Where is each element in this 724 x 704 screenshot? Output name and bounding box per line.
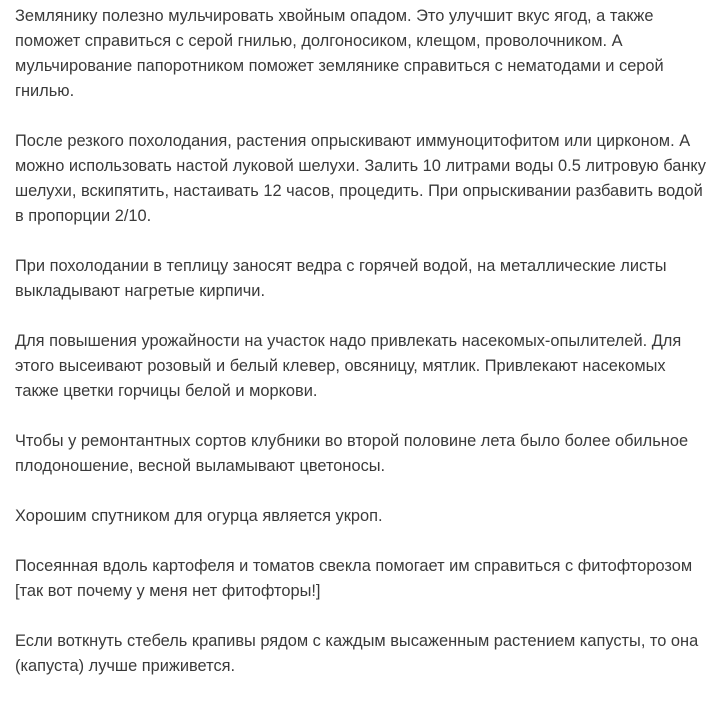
text-line: плодоношение, весной выламывают цветоносы.: [15, 457, 386, 475]
text-line: можно использовать настой луковой шелухи. Залить 10 литрами воды 0.5 литровую банку: [15, 157, 706, 175]
text-line: При похолодании в теплицу заносят ведра с горячей водой, на металлические листы: [15, 257, 667, 275]
text-line: Чтобы у ремонтантных сортов клубники во второй половине лета было более обильное: [15, 432, 689, 450]
paragraph-remontant-strawberries: [15, 429, 719, 479]
text-line: Землянику полезно мульчировать хвойным опадом. Это улучшит вкус ягод, а также: [15, 7, 654, 25]
paragraph-cucumber-companion: [15, 504, 719, 529]
text-line: [так вот почему у меня нет фитофторы!]: [15, 582, 321, 600]
article-body: [15, 4, 719, 704]
text-line: гнилью.: [15, 82, 75, 100]
text-line: Если воткнуть стебель крапивы рядом с каждым высаженным растением капусты, то она: [15, 632, 699, 650]
text-line: Для повышения урожайности на участок надо привлекать насекомых-опылителей. Для: [15, 332, 682, 350]
paragraph-greenhouse-heating: [15, 254, 719, 304]
text-line: выкладывают нагретые кирпичи.: [15, 282, 266, 300]
text-line: также цветки горчицы белой и моркови.: [15, 382, 318, 400]
text-line: После резкого похолодания, растения опрыскивают иммуноцитофитом или цирконом. А: [15, 132, 691, 150]
paragraph-mulching: [15, 4, 719, 104]
text-line: поможет справиться с серой гнилью, долгоносиком, клещом, проволочником. А: [15, 32, 623, 50]
text-line: шелухи, вскипятить, настаивать 12 часов, процедить. При опрыскивании разбавить водой: [15, 182, 703, 200]
text-line: Хорошим спутником для огурца является укроп.: [15, 507, 383, 525]
text-line: в пропорции 2/10.: [15, 207, 152, 225]
text-line: Посеянная вдоль картофеля и томатов свекла помогает им справиться с фитофторозом: [15, 557, 693, 575]
text-line: этого высеивают розовый и белый клевер, овсяницу, мятлик. Привлекают насекомых: [15, 357, 666, 375]
paragraph-beet-blight: [15, 554, 719, 604]
paragraph-pollinators: [15, 329, 719, 404]
paragraph-nettle-cabbage: [15, 629, 719, 679]
text-line: мульчирование папоротником поможет землянике справиться с нематодами и серой: [15, 57, 664, 75]
text-line: (капуста) лучше приживется.: [15, 657, 236, 675]
paragraph-cold-snap-spraying: [15, 129, 719, 229]
